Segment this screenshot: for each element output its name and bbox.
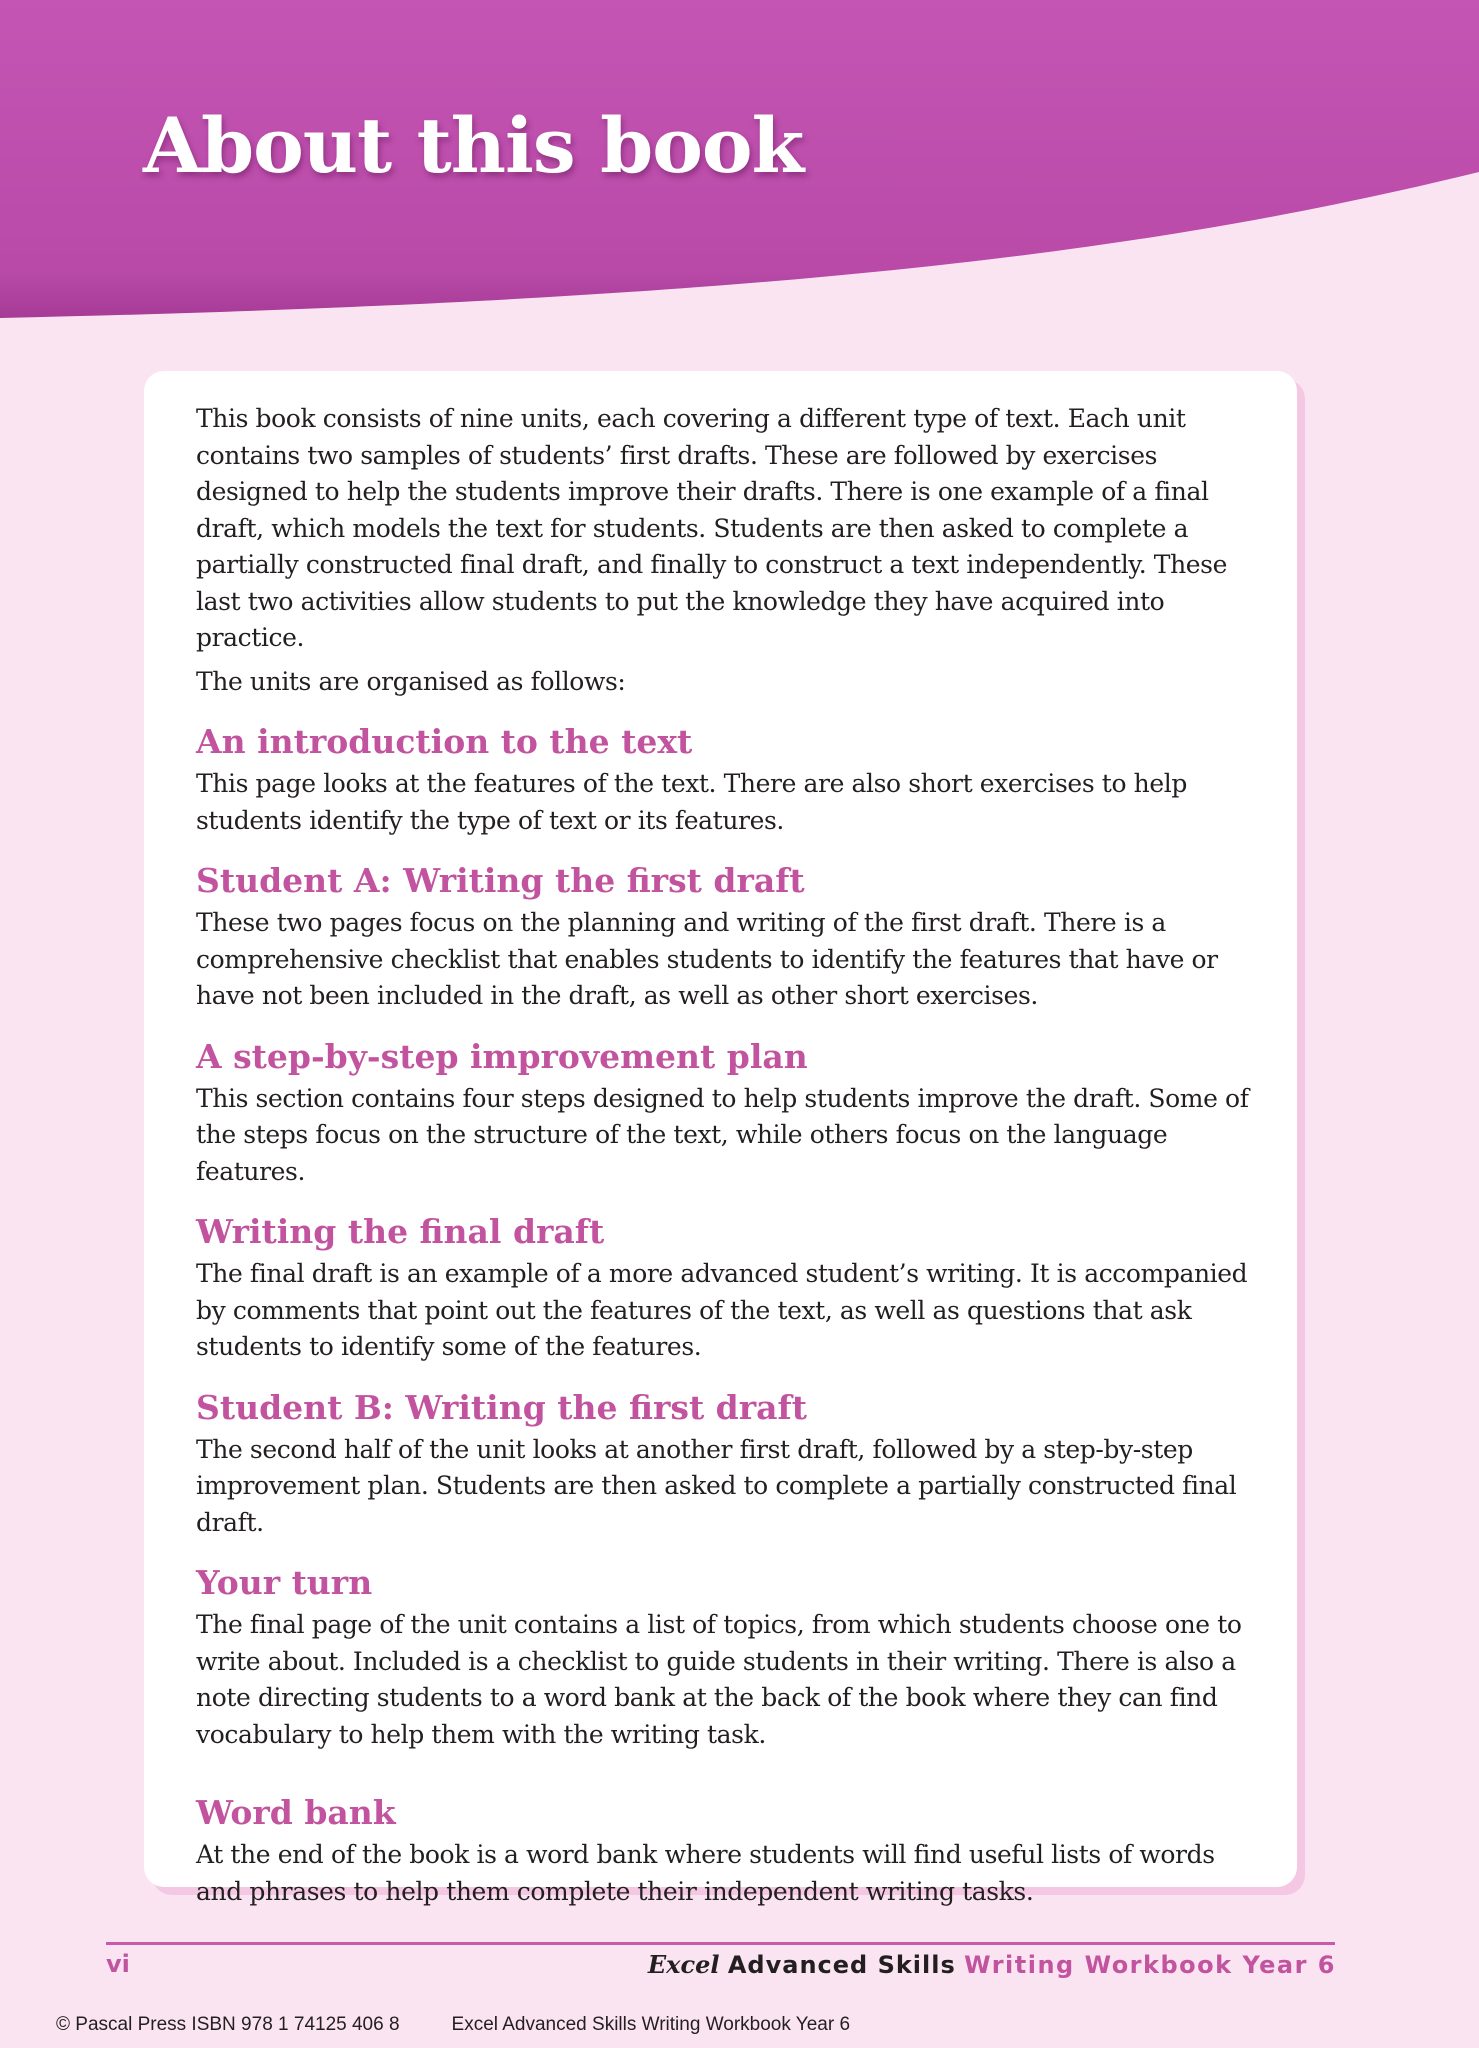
intro-paragraph: This book consists of nine units, each covering a different type of text. Each unit contains two samples of students’ first drafts. These are followed by exercises designed to help the students improve their drafts. There is one example of a final draft, which models the text for students. Students are then asked to complete a partially constructed final draft, and finally to construct a text independently. These last two activities allow students to put the knowledge they have acquired into practice. [196, 404, 1227, 652]
footer-rule [106, 1942, 1335, 1945]
page-number: vi [106, 1950, 130, 1978]
brand-name: Excel [647, 1950, 720, 1979]
section-body-final-draft: The final draft is an example of a more advanced student’s writing. It is accompanied by comments that point out the features of the text, as well as questions that ask students to identify some of the features. [196, 1259, 1248, 1361]
section-heading-student-b: Student B: Writing the first draft [196, 1387, 807, 1427]
content-card [144, 371, 1297, 1906]
section-body-improvement-plan: This section contains four steps designed to help students improve the draft. Some of the steps focus on the structure of the text, while others focus on the language features. [196, 1083, 1249, 1186]
subject-name: Writing Workbook Year 6 [964, 1951, 1336, 1979]
section-heading-student-a: Student A: Writing the first draft [196, 861, 805, 900]
publisher-isbn: © Pascal Press ISBN 978 1 74125 406 8 [56, 2014, 400, 2035]
section-body-student-a: These two pages focus on the planning and writing of the first draft. There is a comprehensive checklist that enables students to identify the features that have or have not been included in the draft, as well as other short exercises. [196, 908, 1218, 1010]
section-heading-introduction: An introduction to the text [196, 722, 693, 761]
series-name: Advanced Skills [727, 1951, 956, 1979]
section-body-introduction: This page looks at the features of the text. There are also short exercises to help students identify the type of text or its features. [196, 769, 1187, 835]
page-title: About this book [143, 101, 804, 190]
section-body-student-b: The second half of the unit looks at another first draft, followed by a step-by-step improvement plan. Students are then asked to complete a partially constructed final draft. [196, 1434, 1237, 1537]
imprint [56, 2014, 850, 2036]
imprint-title: Excel Advanced Skills Writing Workbook Year 6 [451, 2014, 851, 2035]
section-body-word-bank: At the end of the book is a word bank where students will find useful lists of words and phrases to help them complete their independent writing tasks. [196, 1840, 1215, 1906]
section-body-your-turn: The final page of the unit contains a list of topics, from which students choose one to write about. Included is a checklist to guide students in their writing. There is also a note directing students to a word bank at the back of the book where they can find vocabulary to help them with the writing task. [196, 1610, 1242, 1749]
units-intro: The units are organised as follows: [196, 666, 626, 696]
section-heading-improvement-plan: A step-by-step improvement plan [196, 1036, 808, 1076]
section-heading-word-bank: Word bank [196, 1793, 396, 1832]
series-title [648, 1950, 1336, 1979]
section-heading-your-turn: Your turn [196, 1563, 373, 1602]
section-heading-final-draft: Writing the final draft [196, 1212, 605, 1251]
